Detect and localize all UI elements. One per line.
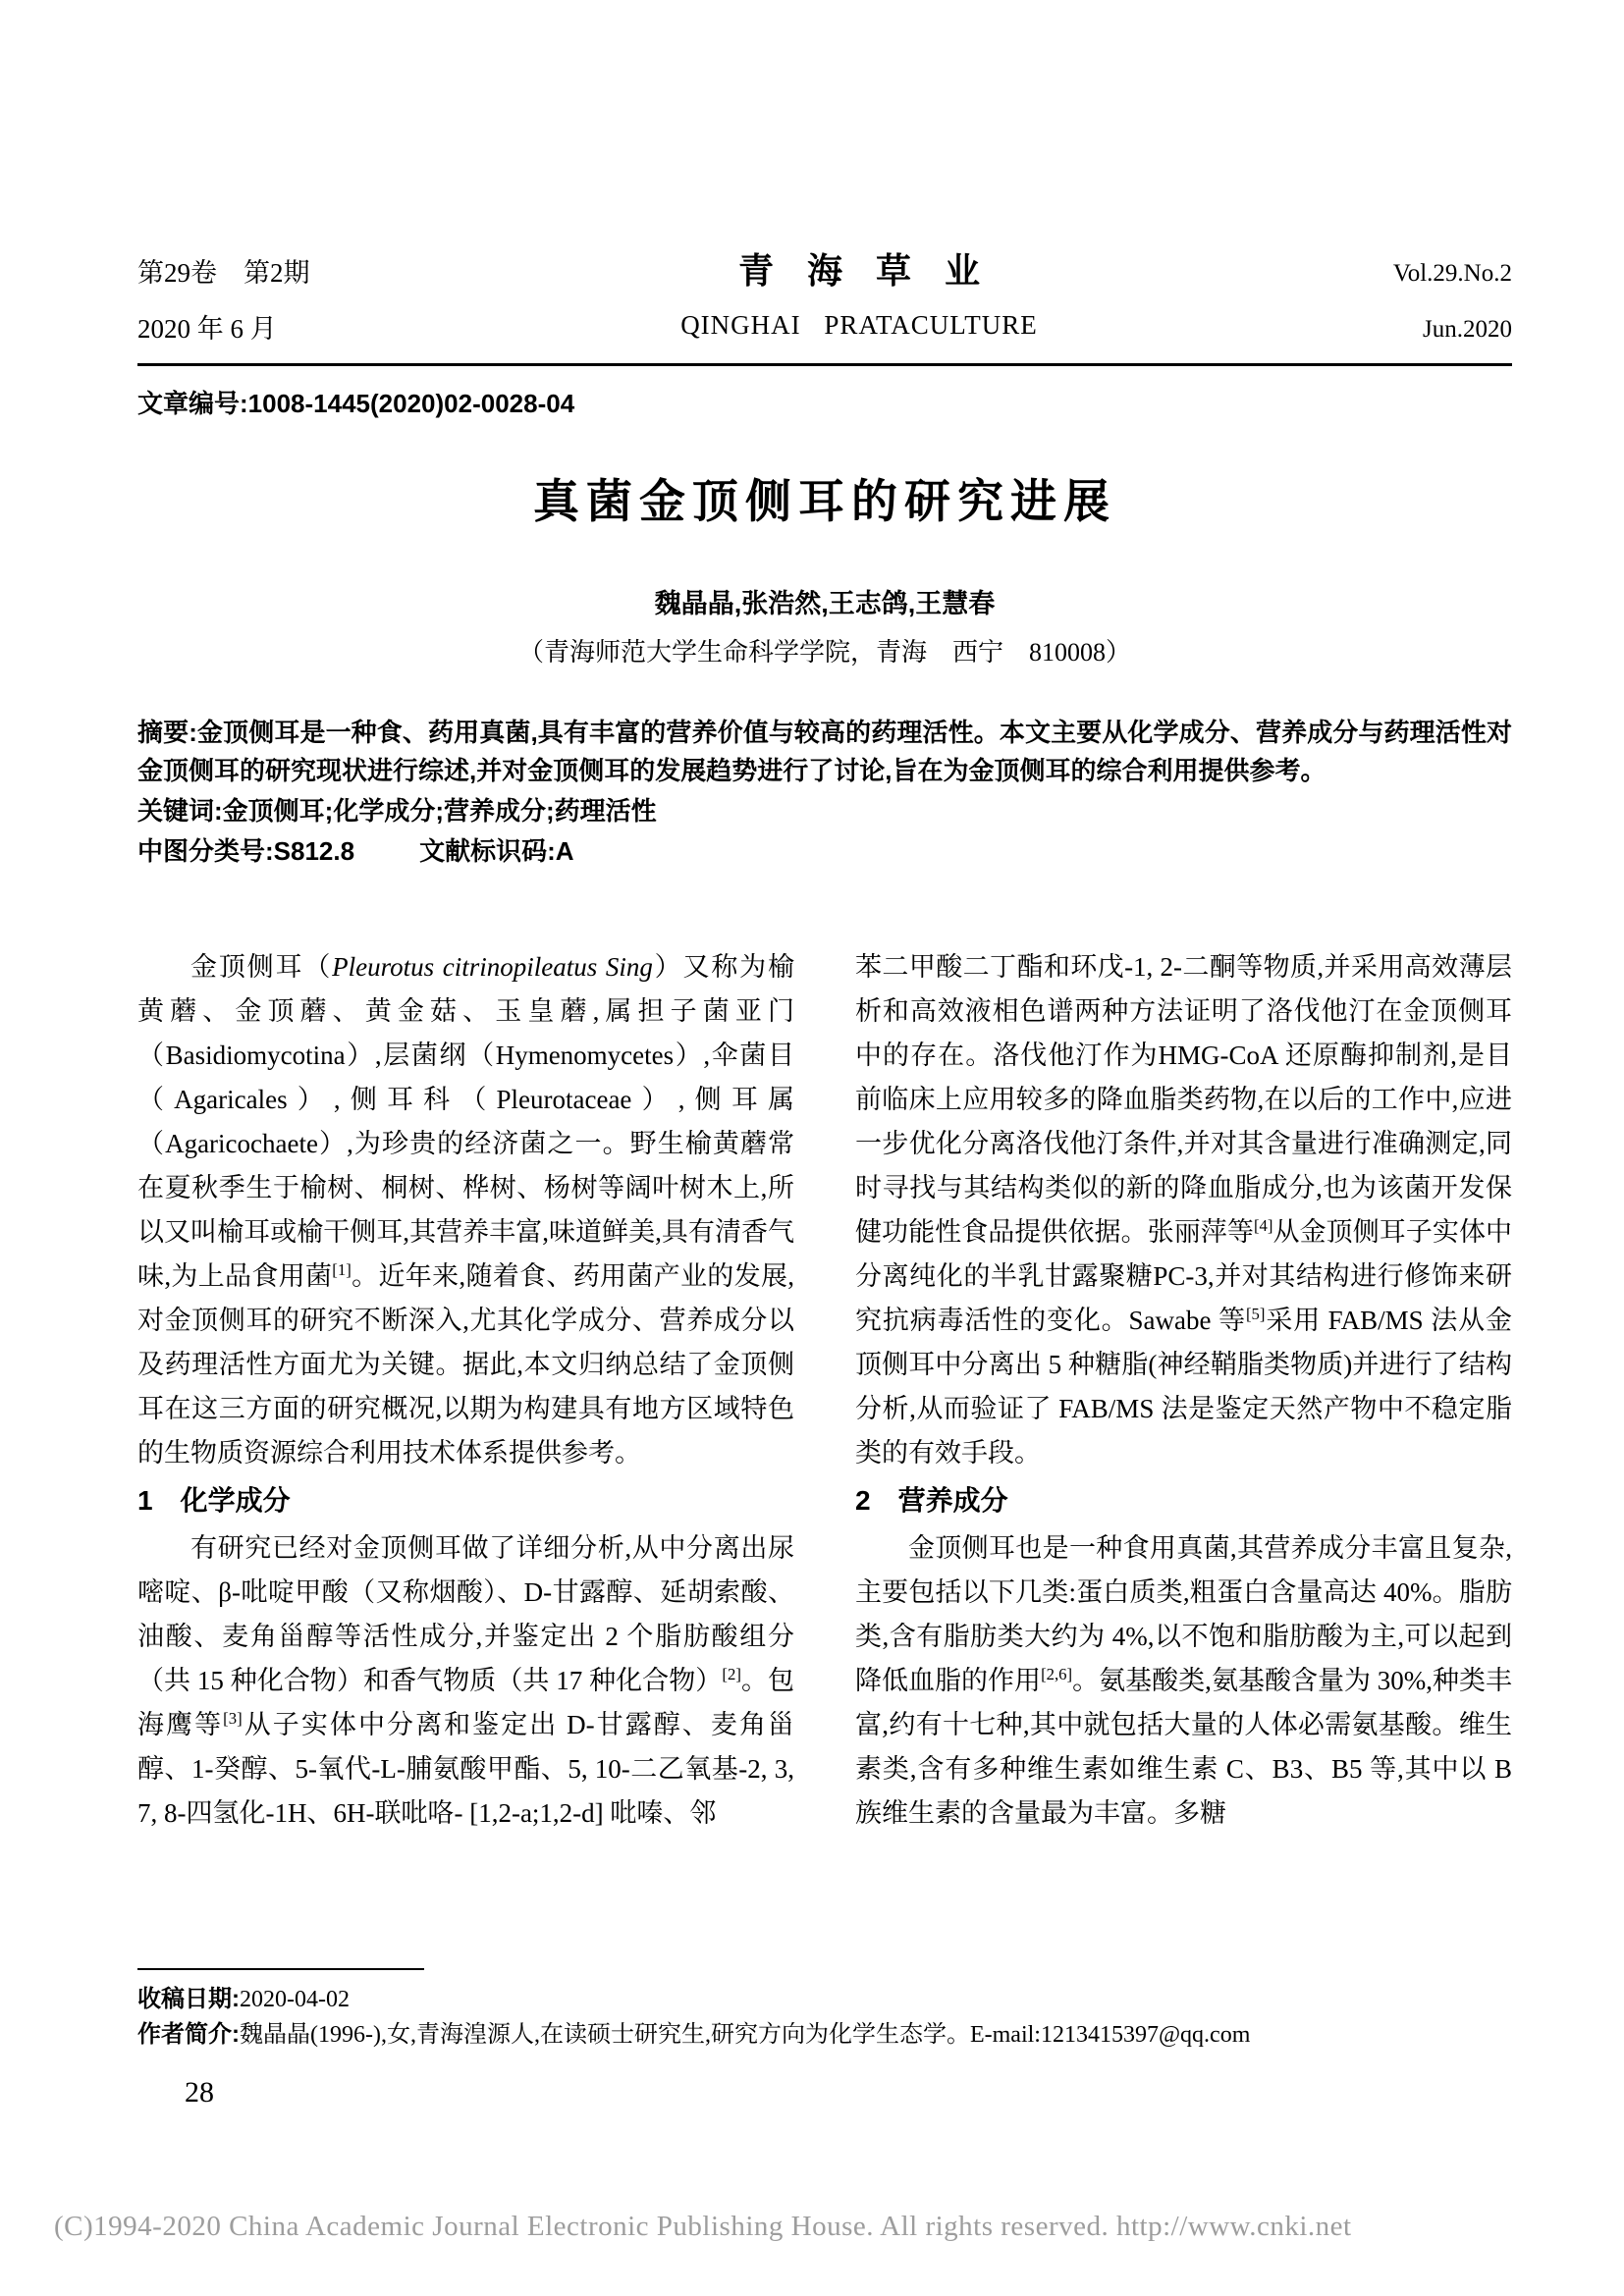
- received-date-line: [137, 1982, 1512, 2017]
- volume-issue-en: Vol.29.No.2: [1392, 260, 1512, 287]
- keywords-label: 关键词:: [137, 796, 223, 826]
- right-column: [855, 945, 1512, 1958]
- abstract-paragraph: [137, 714, 1512, 790]
- footnote-block: [137, 1968, 1512, 2053]
- clc-line: [137, 832, 1512, 871]
- date-en: Jun.2020: [1423, 316, 1512, 343]
- journal-name-cn: 青海草业: [737, 251, 1013, 291]
- header-left: [137, 245, 452, 357]
- document-code: 文献标识码:A: [419, 836, 574, 866]
- body-paragraph: 金顶侧耳也是一种食用真菌,其营养成分丰富且复杂,主要包括以下几类:蛋白质类,粗蛋白含量高达 40%。脂肪类,含有脂肪类大约为 4%,以不饱和脂肪酸为主,可以起到降低血脂的作用[2,6]。氨基酸类,氨基酸含量为 30%,种类丰富,约有十七种,其中就包括大量的人体必需氨基酸。维生素类,含有多种维生素如维生素 C、B3、B5 等,其中以 B 族维生素的含量最为丰富。多糖: [855, 1533, 1512, 1828]
- section-heading: 1 化学成分: [137, 1485, 291, 1516]
- author-bio-text: 魏晶晶(1996-),女,青海湟源人,在读硕士研究生,研究方向为化学生态学。E-mail:1213415397@qq.com: [240, 2022, 1251, 2048]
- body-paragraph: 有研究已经对金顶侧耳做了详细分析,从中分离出尿嘧啶、β-吡啶甲酸（又称烟酸）、D-甘露醇、延胡索酸、油酸、麦角甾醇等活性成分,并鉴定出 2 个脂肪酸组分（共 15 种化合物）和香气物质（共 17 种化合物）[2]。包海鹰等[3]从子实体中分离和鉴定出 D-甘露醇、麦角甾醇、1-癸醇、5-氧代-L-脯氨酸甲酯、5, 10-二乙氧基-2, 3, 7, 8-四氢化-1H、6H-联吡咯- [1,2-a;1,2-d] 吡嗪、邻: [137, 1533, 795, 1828]
- page-number: 28: [185, 2076, 214, 2109]
- body-paragraph: 金顶侧耳（Pleurotus citrinopileatus Sing）又称为榆黄蘑、金顶蘑、黄金菇、玉皇蘑,属担子菌亚门（Basidiomycotina）,层菌纲（Hymenomycetes）,伞菌目（Agaricales）,侧耳科（Pleurotaceae）,侧耳属（Agaricochaete）,为珍贵的经济菌之一。野生榆黄蘑常在夏秋季生于榆树、桐树、桦树、杨树等阔叶树木上,所以又叫榆耳或榆干侧耳,其营养丰富,味道鲜美,具有清香气味,为上品食用菌[1]。近年来,随着食、药用菌产业的发展,对金顶侧耳的研究不断深入,尤其化学成分、营养成分以及药理活性方面尤为关键。据此,本文归纳总结了金顶侧耳在这三方面的研究概况,以期为构建具有地方区域特色的生物质资源综合利用技术体系提供参考。: [137, 952, 795, 1468]
- received-date-label: 收稿日期:: [137, 1986, 240, 2012]
- keywords-text: 金顶侧耳;化学成分;营养成分;药理活性: [222, 796, 657, 826]
- abstract-block: [137, 714, 1512, 871]
- header-right: [1267, 245, 1512, 357]
- cnki-copyright-notice: (C)1994-2020 China Academic Journal Electronic Publishing House. All rights reserved. http://www.cnki.net: [54, 2211, 1352, 2242]
- header-divider: [137, 363, 1512, 366]
- article-title: 真菌金顶侧耳的研究进展: [533, 477, 1116, 528]
- clc-number: 中图分类号:S812.8: [137, 836, 355, 866]
- abstract-text: 金顶侧耳是一种食、药用真菌,具有丰富的营养价值与较高的药理活性。本文主要从化学成分、营养成分与药理活性对金顶侧耳的研究现状进行综述,并对金顶侧耳的发展趋势进行了讨论,旨在为金顶侧耳的综合利用提供参考。: [137, 718, 1512, 785]
- journal-name-en: QINGHAI PRATACULTURE: [680, 310, 1038, 340]
- author-bio-line: [137, 2017, 1512, 2053]
- footnote-divider: [137, 1968, 424, 1970]
- authors-line: 魏晶晶,张浩然,王志鸽,王慧春: [654, 589, 996, 618]
- volume-issue-cn: 第29卷 第2期: [137, 258, 310, 288]
- journal-header: [137, 245, 1512, 357]
- article-id: 文章编号:1008-1445(2020)02-0028-04: [137, 389, 575, 418]
- date-cn: 2020 年 6 月: [137, 314, 277, 344]
- section-heading: 2 营养成分: [855, 1485, 1008, 1516]
- body-columns: [137, 945, 1512, 1958]
- abstract-label: 摘要:: [137, 718, 197, 747]
- author-bio-label: 作者简介:: [137, 2021, 240, 2048]
- received-date-value: 2020-04-02: [240, 1987, 350, 2012]
- affiliation-line: （青海师范大学生命科学学院，青海 西宁 810008）: [517, 638, 1131, 667]
- left-column: [137, 945, 794, 1958]
- page-content: [137, 0, 1512, 2109]
- header-center: [452, 245, 1267, 353]
- body-paragraph: 苯二甲酸二丁酯和环戊-1, 2-二酮等物质,并采用高效薄层析和高效液相色谱两种方法证明了洛伐他汀在金顶侧耳中的存在。洛伐他汀作为HMG-CoA 还原酶抑制剂,是目前临床上应用较多的降血脂类药物,在以后的工作中,应进一步优化分离洛伐他汀条件,并对其含量进行准确测定,同时寻找与其结构类似的新的降血脂成分,也为该菌开发保健功能性食品提供依据。张丽萍等[4]从金顶侧耳子实体中分离纯化的半乳甘露聚糖PC-3,并对其结构进行修饰来研究抗病毒活性的变化。Sawabe 等[5]采用 FAB/MS 法从金顶侧耳中分离出 5 种糖脂(神经鞘脂类物质)并进行了结构分析,从而验证了 FAB/MS 法是鉴定天然产物中不稳定脂类的有效手段。: [855, 952, 1512, 1468]
- keywords-line: [137, 792, 1512, 830]
